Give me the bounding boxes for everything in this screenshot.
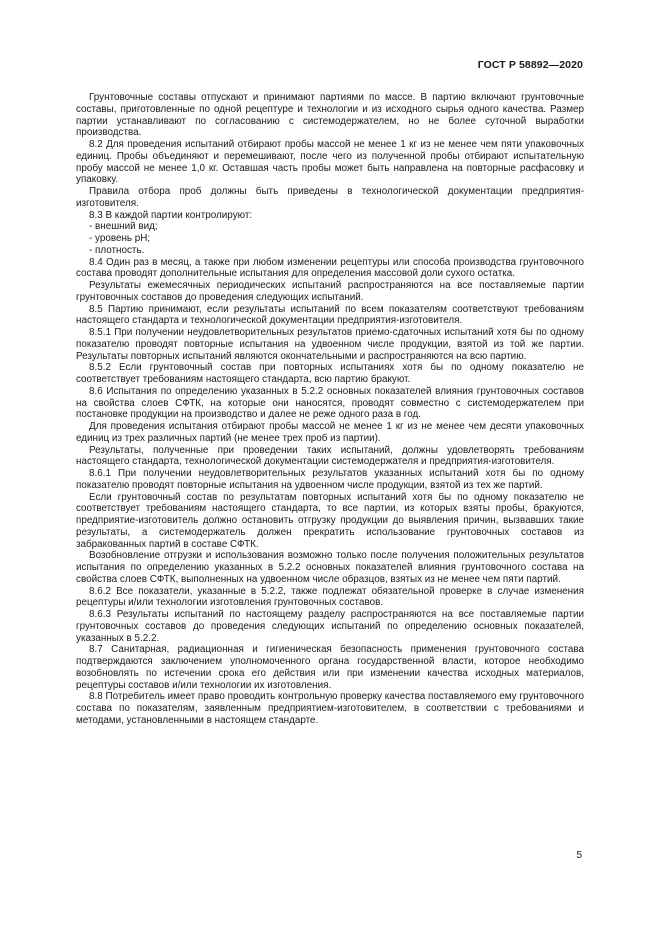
paragraph: 8.5 Партию принимают, если результаты испытаний по всем показателям соответствуют требованиям настоящего стандарта и технологической документации предприятия-изготовителя. bbox=[76, 303, 584, 327]
paragraph: 8.7 Санитарная, радиационная и гигиеническая безопасность применения грунтовочного состава подтверждаются заключением уполномоченного органа государственной власти, которое необходимо возобновлять по истечении срока его действия или при изменении качества исходных материалов, рецептуры составов и/или технологии их изготовления. bbox=[76, 644, 584, 691]
paragraph: 8.6 Испытания по определению указанных в 5.2.2 основных показателей влияния грунтовочных составов на свойства слоев СФТК, на которые они наносятся, проводят совместно с системодержателем при постановке продукции на производство и далее не реже одного раза в год. bbox=[76, 385, 584, 421]
paragraph: 8.4 Один раз в месяц, а также при любом изменении рецептуры или способа производства грунтовочного состава проводят дополнительные испытания для определения массовой доли сухого остатка. bbox=[76, 256, 584, 280]
paragraph: 8.8 Потребитель имеет право проводить контрольную проверку качества поставляемого ему грунтовочного состава по показателям, заявленным предприятием-изготовителем, в соответствии с требованиями и методами, установленными в настоящем стандарте. bbox=[76, 691, 584, 726]
document-code: ГОСТ Р 58892—2020 bbox=[477, 59, 583, 71]
paragraph: Результаты ежемесячных периодических испытаний распространяются на все поставляемые партии грунтовочных составов до проведения следующих испытаний. bbox=[76, 280, 584, 303]
paragraph: 8.5.2 Если грунтовочный состав при повторных испытаниях хотя бы по одному показателю не соответствует требованиям настоящего стандарта, всю партию бракуют. bbox=[76, 362, 584, 385]
document-body bbox=[76, 92, 584, 727]
paragraph: Правила отбора проб должны быть приведены в технологической документации предприятия-изготовителя. bbox=[76, 186, 584, 209]
page-number: 5 bbox=[576, 850, 582, 861]
list-item: - плотность. bbox=[89, 244, 145, 256]
paragraph: Если грунтовочный состав по результатам повторных испытаний хотя бы по одному показателю не соответствует требованиям настоящего стандарта, то все партии, из которых взяты пробы, бракуются, предприятие-изготовитель должно остановить отгрузку продукции до выявления причин, вызвавших такие результаты, а системодержатель должен прекратить использование грунтовочных составов из забракованных партий в составе СФТК. bbox=[76, 491, 584, 550]
paragraph: 8.5.1 При получении неудовлетворительных результатов приемо-сдаточных испытаний хотя бы по одному показателю проводят повторные испытания на удвоенном числе продукции, взятой из той же партии. Результаты повторных испытаний являются окончательными и распространяются на всю партию. bbox=[76, 327, 584, 362]
paragraph: 8.3 В каждой партии контролируют: bbox=[89, 209, 253, 221]
paragraph: Возобновление отгрузки и использования возможно только после получения положительных результатов испытания по определению указанных в 5.2.2 основных показателей влияния грунтовочного состава на свойства слоев СФТК, выполненных на удвоенном числе образцов, взятых из не менее чем пяти партий. bbox=[76, 550, 584, 585]
paragraph: 8.6.3 Результаты испытаний по настоящему разделу распространяются на все поставляемые партии грунтовочных составов до проведения следующих испытаний по определению основных показателей, указанных в 5.2.2. bbox=[76, 609, 584, 644]
paragraph: 8.2 Для проведения испытаний отбирают пробы массой не менее 1 кг из не менее чем пяти упаковочных единиц. Пробы объединяют и перемешивают, после чего из полученной пробы отбирают испытательную пробу массой не менее 1,0 кг. Оставшая часть пробы может быть направлена на повторные расфасовку и упаковку. bbox=[76, 139, 584, 186]
list-item: - уровень pH; bbox=[89, 233, 151, 244]
paragraph: Результаты, полученные при проведении таких испытаний, должны удовлетворять требованиям настоящего стандарта, технологической документации системодержателя и предприятия-изготовителя. bbox=[76, 444, 584, 468]
paragraph: 8.6.1 При получении неудовлетворительных результатов указанных испытаний хотя бы по одному показателю проводят повторные испытания на удвоенном числе продукции, взятой из тех же партий. bbox=[76, 468, 584, 491]
paragraph: 8.6.2 Все показатели, указанные в 5.2.2, также подлежат обязательной проверке в случае изменения рецептуры и/или технологии изготовления грунтовочных составов. bbox=[76, 585, 584, 609]
paragraph: Грунтовочные составы отпускают и принимают партиями по массе. В партию включают грунтовочные составы, приготовленные по одной рецептуре и технологии и из исходного сырья одного качества. Размер партии устанавливают по согласованию с системодержателем, но не более суточной выработки производства. bbox=[76, 92, 584, 139]
list-item: - внешний вид; bbox=[89, 221, 158, 233]
paragraph: Для проведения испытания отбирают пробы массой не менее 1 кг из не менее чем десяти упаковочных единиц из трех различных партий (не менее трех проб из партии). bbox=[76, 421, 584, 444]
